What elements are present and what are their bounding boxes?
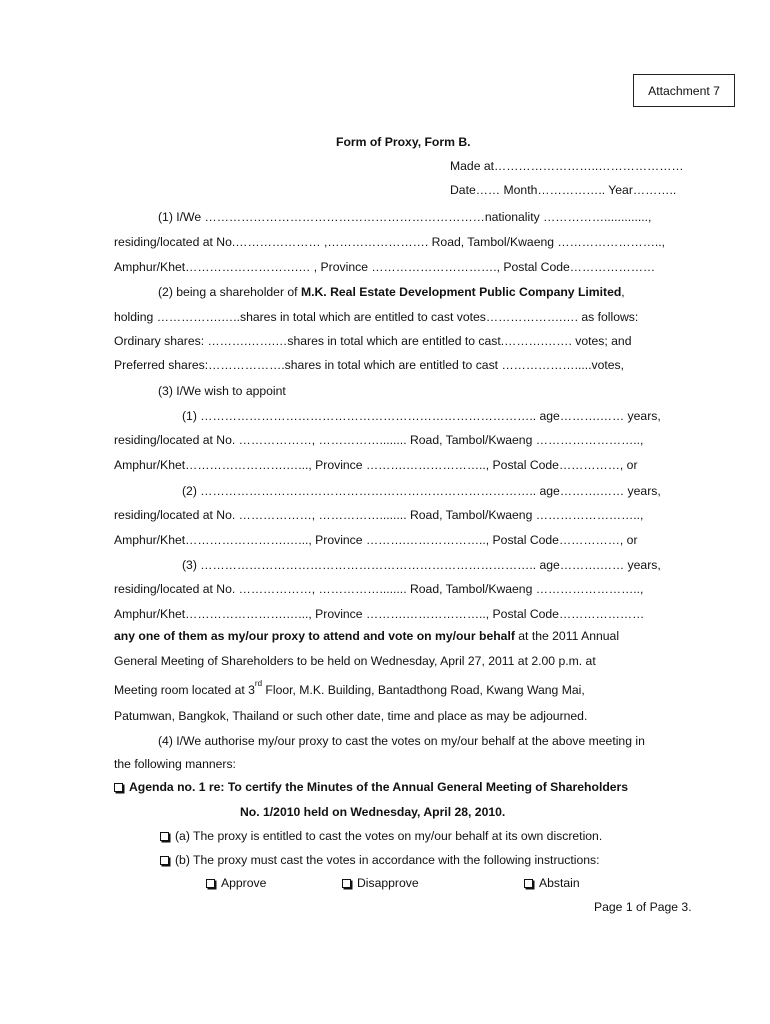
proxy-2-name: (2) ……………………………………………………………………….. age……….…… years, — [182, 484, 661, 498]
page-number: Page 1 of Page 3. — [594, 900, 692, 914]
section-2-line-3: Ordinary shares: ……….…….…shares in total which are entitled to cast.……….……. votes; and — [114, 334, 632, 348]
abstain-option — [524, 876, 580, 890]
section-3-intro: (3) I/We wish to appoint — [158, 384, 286, 398]
option-b-checkbox[interactable] — [160, 856, 169, 865]
agenda-1-title — [114, 780, 628, 794]
ordinal-suffix: rd — [254, 679, 263, 688]
agenda-1-subtitle: No. 1/2010 held on Wednesday, April 28, 2010. — [240, 805, 506, 819]
approve-option — [206, 876, 266, 890]
disapprove-checkbox[interactable] — [342, 879, 351, 888]
disapprove-option — [342, 876, 419, 890]
section-2-line-1 — [158, 285, 625, 299]
section-1-line-1: (1) I/We ……………………………………………………………nationality ……………............., — [158, 210, 652, 224]
agenda-1-title-text: Agenda no. 1 re: To certify the Minutes of the Annual General Meeting of Shareholders — [129, 780, 629, 794]
proxy-1-name: (1) ……………………………………………………………………….. age……….…… years, — [182, 409, 661, 423]
disapprove-label: Disapprove — [357, 876, 419, 890]
section-4-line-1: (4) I/We authorise my/our proxy to cast the votes on my/our behalf at the above meeting in — [158, 734, 645, 748]
proxy-3-city: Amphur/Khet…………………….…..., Province ……….……………….., Postal Code………………… — [114, 607, 645, 621]
approve-checkbox[interactable] — [206, 879, 215, 888]
meeting-line-1 — [114, 629, 619, 643]
section-2-line-4: Preferred shares:……………….shares in total which are entitled to cast ……………….....votes, — [114, 358, 625, 372]
agenda-1-checkbox[interactable] — [114, 783, 123, 792]
option-b — [160, 853, 600, 867]
section-2-line-2: holding …………….…..shares in total which are entitled to cast votes……………….…. as follows: — [114, 310, 639, 324]
proxy-2-city: Amphur/Khet…………………….…..., Province ……….……………….., Postal Code……………, or — [114, 533, 638, 547]
abstain-checkbox[interactable] — [524, 879, 533, 888]
date-line: Date…… Month…………….. Year……….. — [450, 183, 677, 197]
form-title: Form of Proxy, Form B. — [336, 135, 471, 149]
meeting-room-prefix: Meeting room located at 3 — [114, 683, 255, 697]
option-a-checkbox[interactable] — [160, 832, 169, 841]
meeting-line-1-rest: at the 2011 Annual — [514, 629, 620, 643]
proxy-1-city: Amphur/Khet…………………….…..., Province ……….……………….., Postal Code……………, or — [114, 458, 638, 472]
proxy-3-address: residing/located at No. ………………, ……………........ Road, Tambol/Kwaeng …………………….., — [114, 582, 644, 596]
option-a — [160, 829, 602, 843]
proxy-2-address: residing/located at No. ………………, ……………........ Road, Tambol/Kwaeng …………………….., — [114, 508, 644, 522]
section-1-line-2: residing/located at No.………………… ,……………………. Road, Tambol/Kwaeng …………………….., — [114, 235, 666, 249]
meeting-room-address: Floor, M.K. Building, Bantadthong Road, Kwang Wang Mai, — [262, 683, 585, 697]
made-at-line: Made at……………………..………………… — [450, 159, 684, 173]
section-4-line-2: the following manners: — [114, 757, 236, 771]
abstain-label: Abstain — [539, 876, 580, 890]
approve-label: Approve — [221, 876, 267, 890]
meeting-line-3 — [114, 679, 585, 699]
meeting-line-4: Patumwan, Bangkok, Thailand or such other date, time and place as may be adjourned. — [114, 709, 588, 723]
proxy-1-address: residing/located at No. ………………, ……………........ Road, Tambol/Kwaeng …………………….., — [114, 433, 644, 447]
section-2-suffix: , — [621, 285, 625, 299]
company-name: M.K. Real Estate Development Public Company Limited — [300, 285, 622, 299]
section-1-line-3: Amphur/Khet……………………….… , Province …………………………., Postal Code………………… — [114, 260, 656, 274]
proxy-3-name: (3) ……………………………………………………………………….. age……….…… years, — [182, 558, 661, 572]
section-2-prefix: (2) being a shareholder of — [158, 285, 301, 299]
option-b-label: (b) The proxy must cast the votes in accordance with the following instructions: — [175, 853, 600, 867]
attachment-label: Attachment 7 — [633, 74, 735, 107]
meeting-line-2: General Meeting of Shareholders to be held on Wednesday, April 27, 2011 at 2.00 p.m. at — [114, 654, 596, 668]
proxy-authority-statement: any one of them as my/our proxy to attend and vote on my/our behalf — [114, 629, 515, 643]
option-a-label: (a) The proxy is entitled to cast the votes on my/our behalf at its own discretion. — [175, 829, 603, 843]
